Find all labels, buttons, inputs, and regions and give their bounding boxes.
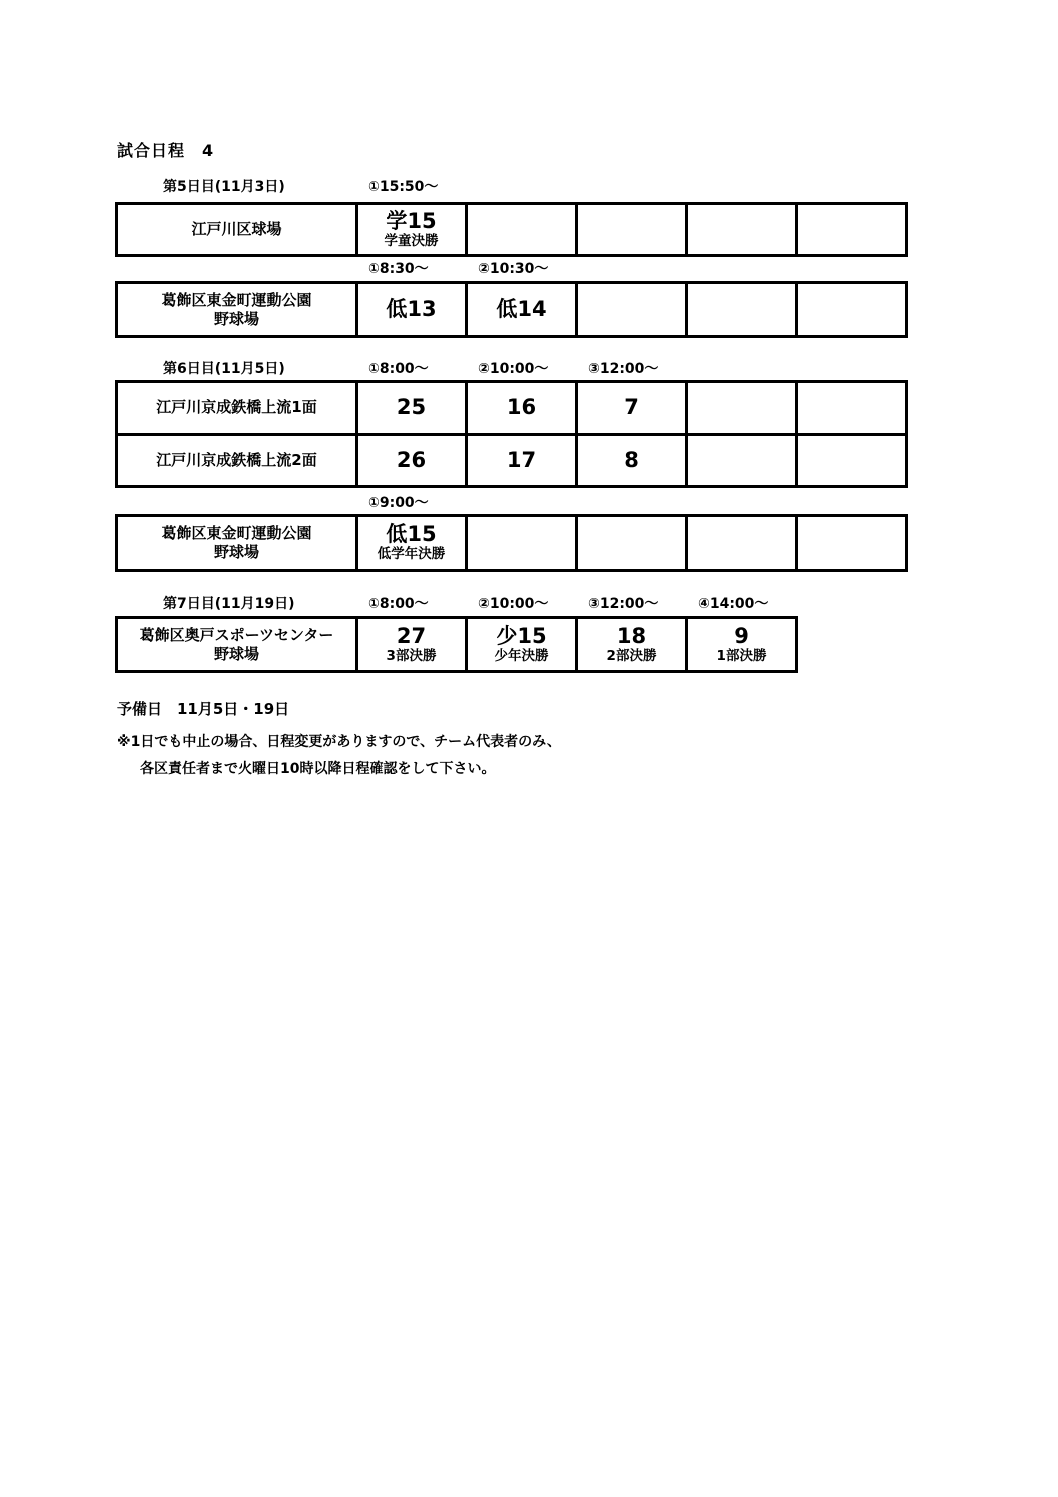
venue-cell <box>117 382 357 435</box>
day-label: 第7日目(11月19日) <box>163 596 295 612</box>
game-cell <box>357 434 467 487</box>
cancellation-note-line1: ※1日でも中止の場合、日程変更がありますので、チーム代表者のみ、 <box>117 734 561 750</box>
game-cell <box>687 283 797 337</box>
page-title: 試合日程 4 <box>117 141 215 160</box>
game-cell <box>357 516 467 571</box>
game-cell <box>357 283 467 337</box>
time-label: ①9:00～ <box>368 495 429 511</box>
table-row <box>117 516 907 571</box>
game-number: 8 <box>624 447 639 472</box>
game-number: 16 <box>506 395 537 420</box>
schedule-table-day5-edogawa <box>115 202 908 257</box>
time-label: ①8:00～ <box>368 361 429 377</box>
game-cell <box>357 382 467 435</box>
time-label: ②10:30～ <box>478 261 549 277</box>
game-cell <box>577 204 687 256</box>
game-cell <box>577 618 687 672</box>
game-cell <box>797 516 907 571</box>
time-label: ①8:00～ <box>368 596 429 612</box>
time-label: ①15:50～ <box>368 179 439 195</box>
schedule-table-day6-katsushika <box>115 514 908 572</box>
table-row <box>117 434 907 487</box>
venue-name-line2: 野球場 <box>213 644 259 663</box>
schedule-table-day6 <box>115 380 908 488</box>
game-number: 25 <box>396 395 427 420</box>
game-number: 9 <box>734 623 749 648</box>
game-cell <box>467 618 577 672</box>
venue-name: 葛飾区東金町運動公園 <box>161 290 312 309</box>
venue-cell <box>117 283 357 337</box>
table-row <box>117 382 907 435</box>
game-cell <box>577 283 687 337</box>
time-label: ③12:00～ <box>588 361 659 377</box>
schedule-table-day5-katsushika <box>115 281 908 338</box>
day5-header <box>115 176 925 196</box>
game-cell <box>797 382 907 435</box>
game-number: 低13 <box>386 296 437 321</box>
day7-header <box>115 593 925 613</box>
venue-cell <box>117 618 357 672</box>
times-header <box>115 492 925 512</box>
game-number: 低15 <box>386 522 437 547</box>
schedule-table-day7 <box>115 616 798 673</box>
game-cell <box>687 516 797 571</box>
times-header <box>115 258 925 278</box>
game-number: 学15 <box>386 208 437 233</box>
time-label: ③12:00～ <box>588 596 659 612</box>
venue-name: 江戸川京成鉄橋上流1面 <box>156 398 317 417</box>
game-cell <box>687 434 797 487</box>
time-label: ②10:00～ <box>478 596 549 612</box>
game-cell <box>577 382 687 435</box>
game-cell <box>577 516 687 571</box>
game-note: 低学年決勝 <box>377 546 446 563</box>
venue-cell <box>117 434 357 487</box>
game-cell <box>797 434 907 487</box>
table-row <box>117 204 907 256</box>
time-label: ④14:00～ <box>698 596 769 612</box>
game-number: 27 <box>396 623 427 648</box>
venue-cell <box>117 516 357 571</box>
table-row <box>117 283 907 337</box>
game-cell <box>687 382 797 435</box>
game-cell <box>357 618 467 672</box>
game-cell <box>577 434 687 487</box>
venue-name: 葛飾区奥戸スポーツセンター <box>139 625 334 644</box>
day6-header <box>115 358 925 378</box>
game-note: 1部決勝 <box>716 647 767 664</box>
game-cell <box>357 204 467 256</box>
game-cell <box>467 382 577 435</box>
venue-name: 江戸川区球場 <box>191 220 282 239</box>
table-row <box>117 618 797 672</box>
game-note: 2部決勝 <box>606 647 657 664</box>
venue-name-line2: 野球場 <box>213 543 259 561</box>
game-number: 低14 <box>496 296 547 321</box>
game-cell <box>797 204 907 256</box>
game-note: 学童決勝 <box>384 232 439 249</box>
game-number: 7 <box>624 395 639 420</box>
game-number: 26 <box>396 447 427 472</box>
game-note: 少年決勝 <box>494 647 549 664</box>
day-label: 第6日目(11月5日) <box>163 361 285 377</box>
reserve-days-note: 予備日 11月5日・19日 <box>117 700 290 718</box>
venue-name-line2: 野球場 <box>213 309 259 328</box>
day-label: 第5日目(11月3日) <box>163 179 285 195</box>
game-cell <box>687 204 797 256</box>
game-cell <box>467 204 577 256</box>
game-cell <box>467 434 577 487</box>
game-cell <box>467 283 577 337</box>
time-label: ①8:30～ <box>368 261 429 277</box>
game-cell <box>797 283 907 337</box>
venue-name: 江戸川京成鉄橋上流2面 <box>156 450 317 469</box>
game-cell <box>467 516 577 571</box>
game-number: 18 <box>616 623 647 648</box>
game-cell <box>687 618 797 672</box>
game-note: 3部決勝 <box>386 647 437 664</box>
game-number: 17 <box>506 447 537 472</box>
venue-name: 葛飾区東金町運動公園 <box>161 524 312 543</box>
time-label: ②10:00～ <box>478 361 549 377</box>
cancellation-note-line2: 各区責任者まで火曜日10時以降日程確認をして下さい。 <box>140 761 496 777</box>
game-number: 少15 <box>496 623 547 648</box>
venue-cell <box>117 204 357 256</box>
